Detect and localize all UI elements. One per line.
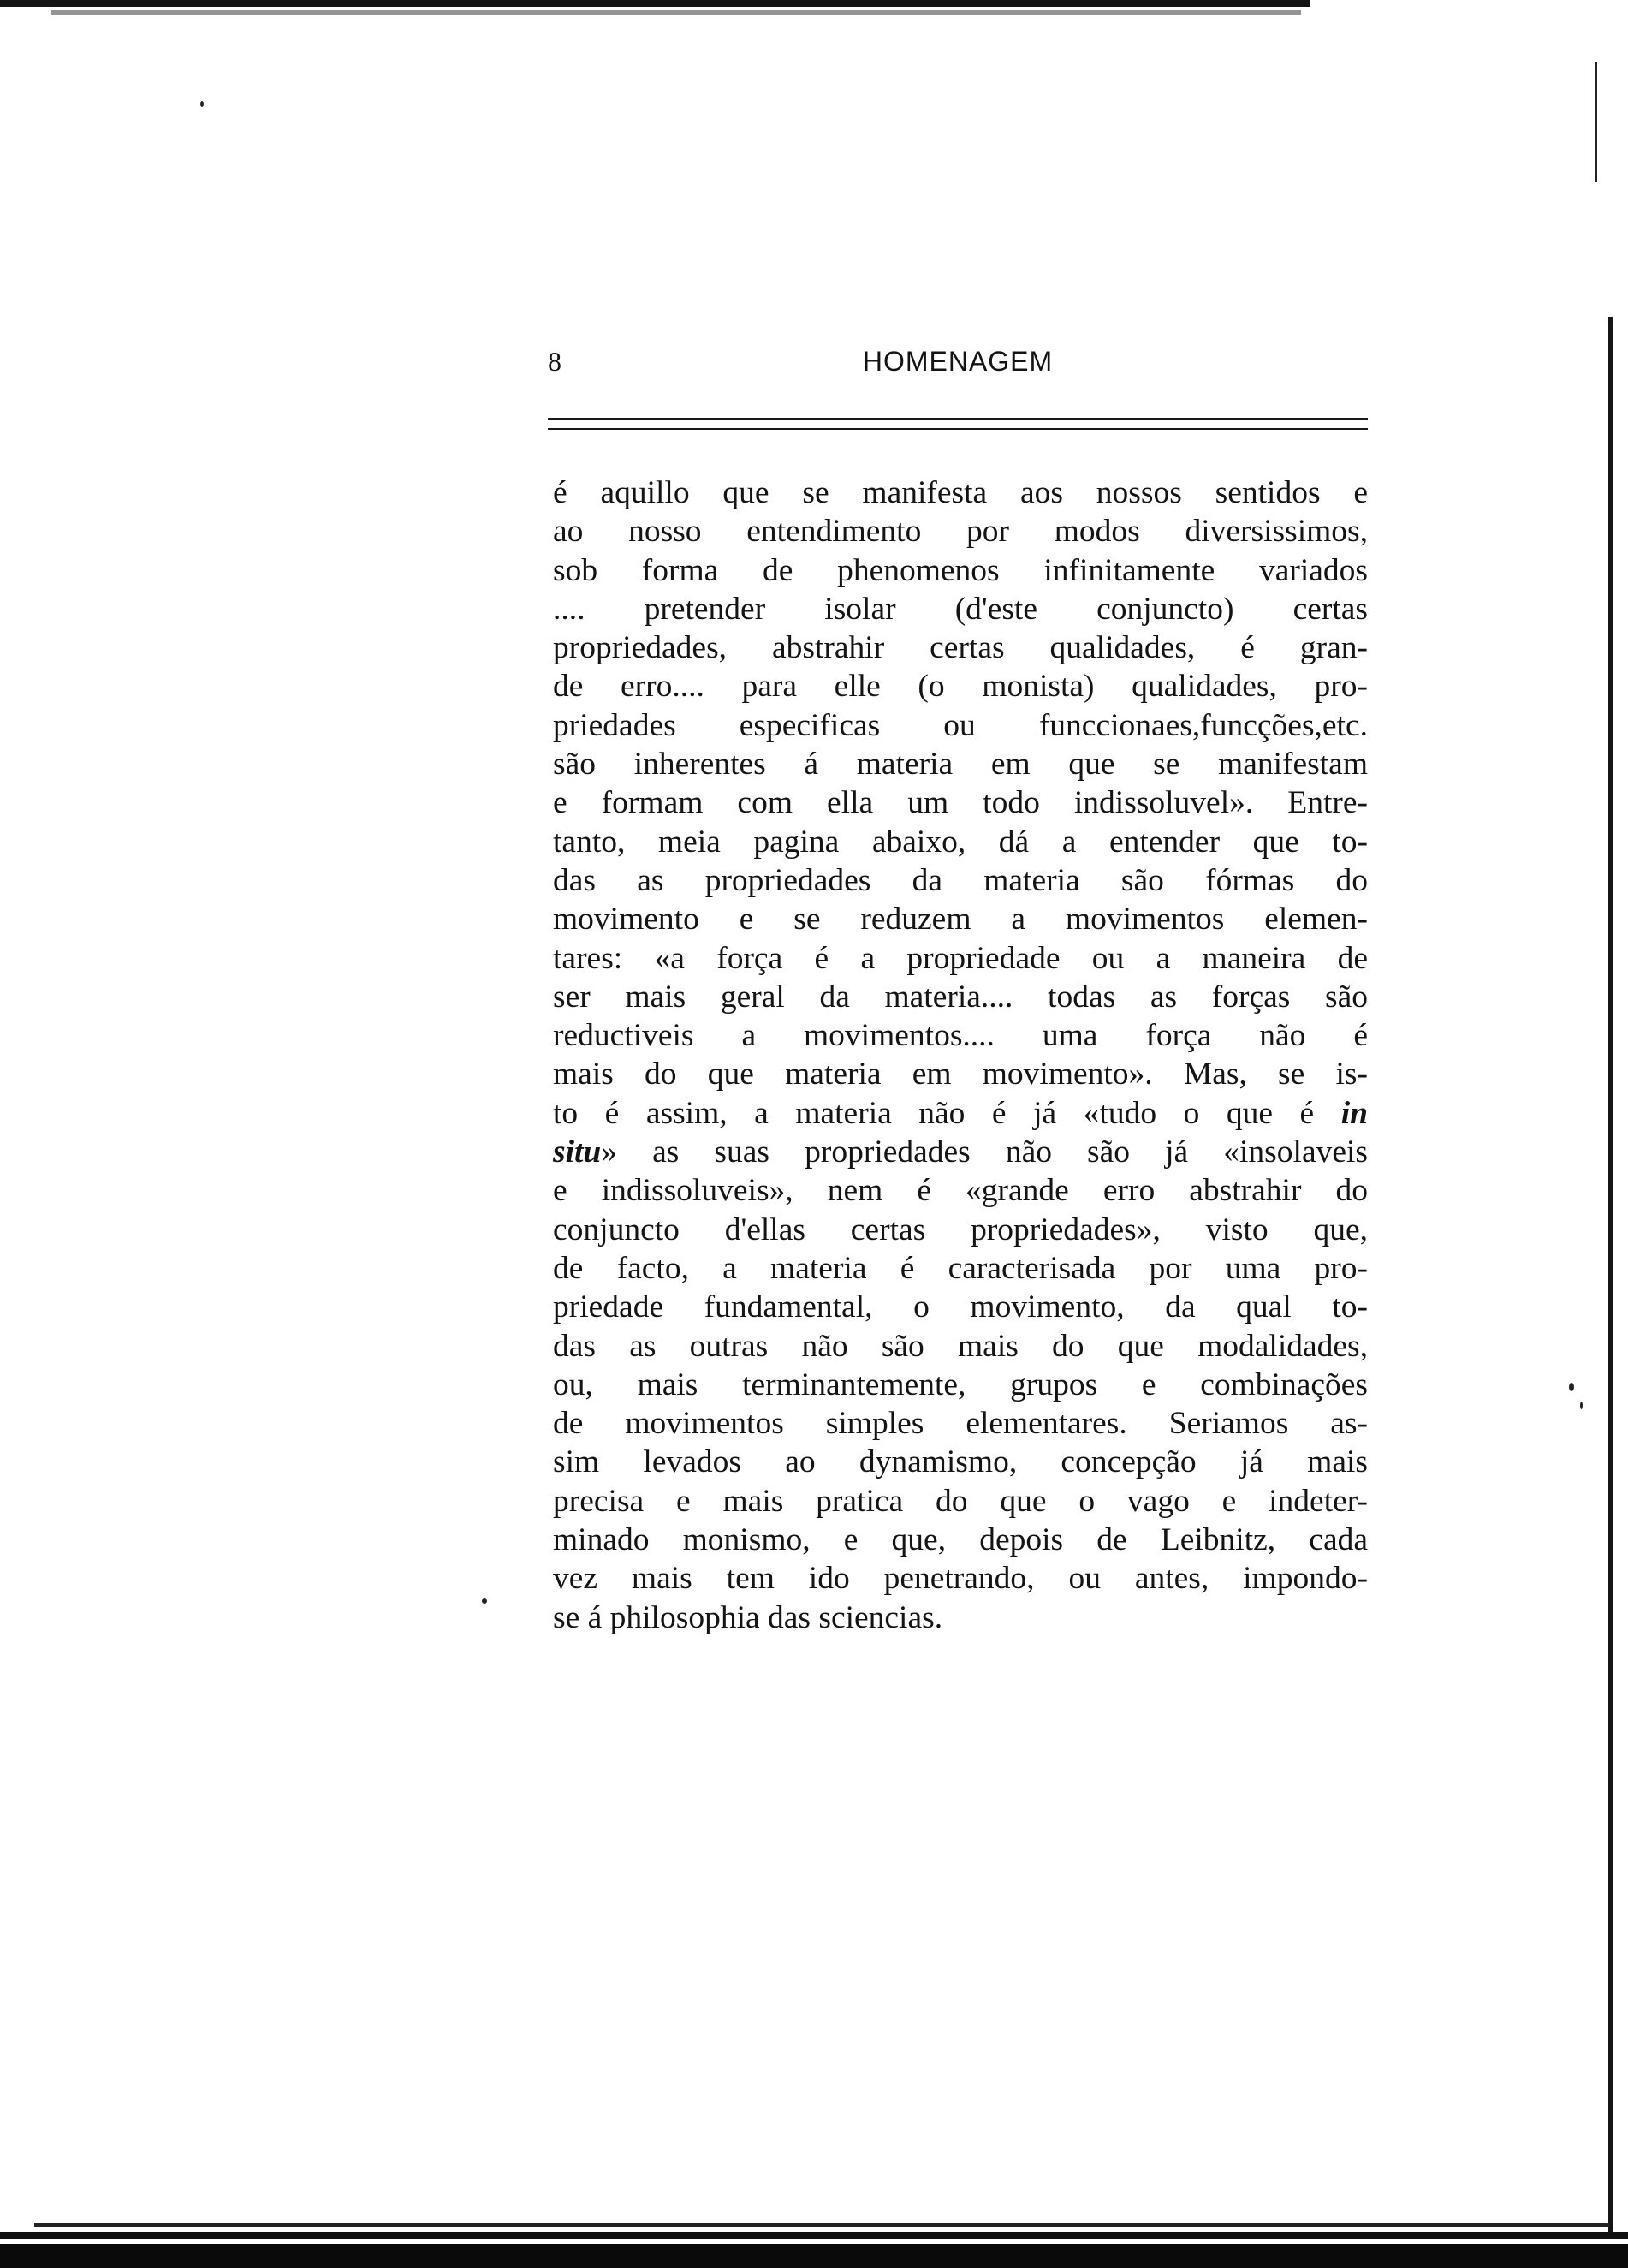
text-line-content: [553, 706, 1368, 745]
text-run: propriedades, abstrahir certas qualidades, é gran-: [553, 630, 1368, 666]
text-line: [553, 823, 1368, 861]
text-line: [553, 1559, 1368, 1598]
text-line-content: [553, 745, 1368, 783]
running-head: [548, 346, 1368, 390]
text-line: [553, 1482, 1368, 1521]
scan-edge-right-upper: [1595, 62, 1597, 182]
text-line-content: [553, 473, 1368, 512]
text-line: [553, 1288, 1368, 1326]
text-run: sim levados ao dynamismo, concepção já mais: [553, 1444, 1368, 1480]
text-line-content: [553, 1249, 1368, 1288]
text-run: to é assim, a materia não é já «tudo o que é: [553, 1095, 1341, 1131]
text-run: ou, mais terminantemente, grupos e combinações: [553, 1366, 1368, 1402]
text-line-content: [553, 1327, 1368, 1366]
scan-edge-top: [0, 0, 1310, 17]
text-run: vez mais tem ido penetrando, ou antes, impondo-: [553, 1561, 1368, 1597]
body-text: [553, 473, 1368, 1637]
header-rule: [548, 418, 1368, 430]
text-line: [553, 1598, 1368, 1637]
text-line: [553, 551, 1368, 590]
text-line-content: [553, 1094, 1368, 1133]
text-line: [553, 783, 1368, 822]
italic-phrase: situ: [553, 1134, 602, 1170]
text-run: minado monismo, e que, depois de Leibnitz, cada: [553, 1522, 1368, 1558]
italic-phrase: in: [1340, 1095, 1368, 1131]
text-run: sob forma de phenomenos infinitamente variados: [553, 552, 1368, 588]
scan-speck: [200, 101, 204, 107]
text-line: [553, 745, 1368, 783]
text-run: ser mais geral da materia.... todas as forças são: [553, 979, 1368, 1015]
text-line-content: [553, 823, 1368, 861]
text-line: [553, 1249, 1368, 1288]
text-line-content: [553, 1521, 1368, 1559]
text-line-content: [553, 1171, 1368, 1210]
scan-line: [0, 2232, 1628, 2239]
text-run: movimento e se reduzem a movimentos elemen-: [553, 902, 1368, 938]
text-line: [553, 590, 1368, 628]
text-run: reductiveis a movimentos.... uma força não é: [553, 1018, 1368, 1054]
scan-line: [34, 2223, 1609, 2227]
text-line-content: [553, 1559, 1368, 1598]
text-line: [553, 1171, 1368, 1210]
text-line-content: [553, 590, 1368, 628]
text-line: [553, 1521, 1368, 1559]
scan-edge-right: [1608, 317, 1613, 2235]
running-title: HOMENAGEM: [862, 346, 1054, 377]
text-run: precisa e mais pratica do que o vago e indeter-: [553, 1483, 1368, 1519]
text-run: das as outras não são mais do que modalidades,: [553, 1328, 1368, 1364]
text-line-content: [553, 628, 1368, 667]
text-line-content: [553, 551, 1368, 590]
text-line: [553, 1327, 1368, 1366]
text-line-content: [553, 1055, 1368, 1093]
text-run: ao nosso entendimento por modos diversissimos,: [553, 514, 1368, 550]
text-line-content: [553, 1211, 1368, 1249]
text-line-content: [553, 1016, 1368, 1055]
text-line-content: [553, 783, 1368, 822]
text-line-content: [553, 1404, 1368, 1443]
scan-line: [0, 2244, 1628, 2268]
text-line-content: [553, 512, 1368, 551]
page-number: 8: [548, 346, 561, 377]
text-line-content: [553, 939, 1368, 978]
text-line: [553, 1211, 1368, 1249]
text-run: .... pretender isolar (d'este conjuncto) certas: [553, 591, 1368, 627]
text-line: [553, 1055, 1368, 1093]
text-run: se á philosophia das sciencias.: [553, 1599, 943, 1635]
text-line-content: [553, 978, 1368, 1016]
text-line-content: [553, 861, 1368, 900]
text-line: [553, 1443, 1368, 1481]
text-run: são inherentes á materia em que se manifestam: [553, 747, 1368, 783]
text-line-content: [553, 667, 1368, 705]
text-run: » as suas propriedades não são já «insolaveis: [601, 1134, 1368, 1170]
text-line: [553, 667, 1368, 705]
text-line: [553, 1366, 1368, 1404]
text-run: mais do que materia em movimento». Mas, se is-: [553, 1057, 1368, 1092]
text-line-content: [553, 1443, 1368, 1481]
text-run: de movimentos simples elementares. Seriamos as-: [553, 1406, 1368, 1442]
text-run: conjuncto d'ellas certas propriedades», visto que,: [553, 1211, 1368, 1247]
text-run: tares: «a força é a propriedade ou a maneira de: [553, 940, 1368, 976]
text-line-content: [553, 1482, 1368, 1521]
text-line: [553, 628, 1368, 667]
text-line: [553, 978, 1368, 1016]
text-line-content: [553, 900, 1368, 938]
text-run: tanto, meia pagina abaixo, dá a entender que to-: [553, 824, 1368, 860]
scan-edge-bottom: [0, 2223, 1628, 2268]
text-run: é aquillo que se manifesta aos nossos sentidos e: [553, 475, 1368, 510]
text-line: [553, 1016, 1368, 1055]
text-run: de erro.... para elle (o monista) qualidades, pro-: [553, 669, 1368, 705]
scan-speck: [482, 1598, 487, 1604]
text-run: e formam com ella um todo indissoluvel». Entre-: [553, 785, 1368, 821]
text-line-content: [553, 1288, 1368, 1326]
text-run: de facto, a materia é caracterisada por uma pro-: [553, 1250, 1368, 1286]
text-line: [553, 900, 1368, 938]
text-line: [553, 1404, 1368, 1443]
text-line: [553, 473, 1368, 512]
text-line: [553, 861, 1368, 900]
scan-speck: [1569, 1383, 1574, 1391]
text-run: das as propriedades da materia são fórmas do: [553, 862, 1368, 898]
text-run: priedades especificas ou funccionaes,funcções,etc.: [553, 707, 1368, 743]
text-run: e indissoluveis», nem é «grande erro abstrahir do: [553, 1173, 1368, 1209]
text-line: [553, 939, 1368, 978]
text-run: priedade fundamental, o movimento, da qual to-: [553, 1289, 1368, 1325]
text-line-content: [553, 1598, 1368, 1637]
text-line: [553, 512, 1368, 551]
text-line: [553, 706, 1368, 745]
text-line-content: [553, 1366, 1368, 1404]
scan-speck: [1580, 1402, 1583, 1409]
text-line: [553, 1133, 1368, 1171]
text-line: [553, 1094, 1368, 1133]
text-line-content: [553, 1133, 1368, 1171]
